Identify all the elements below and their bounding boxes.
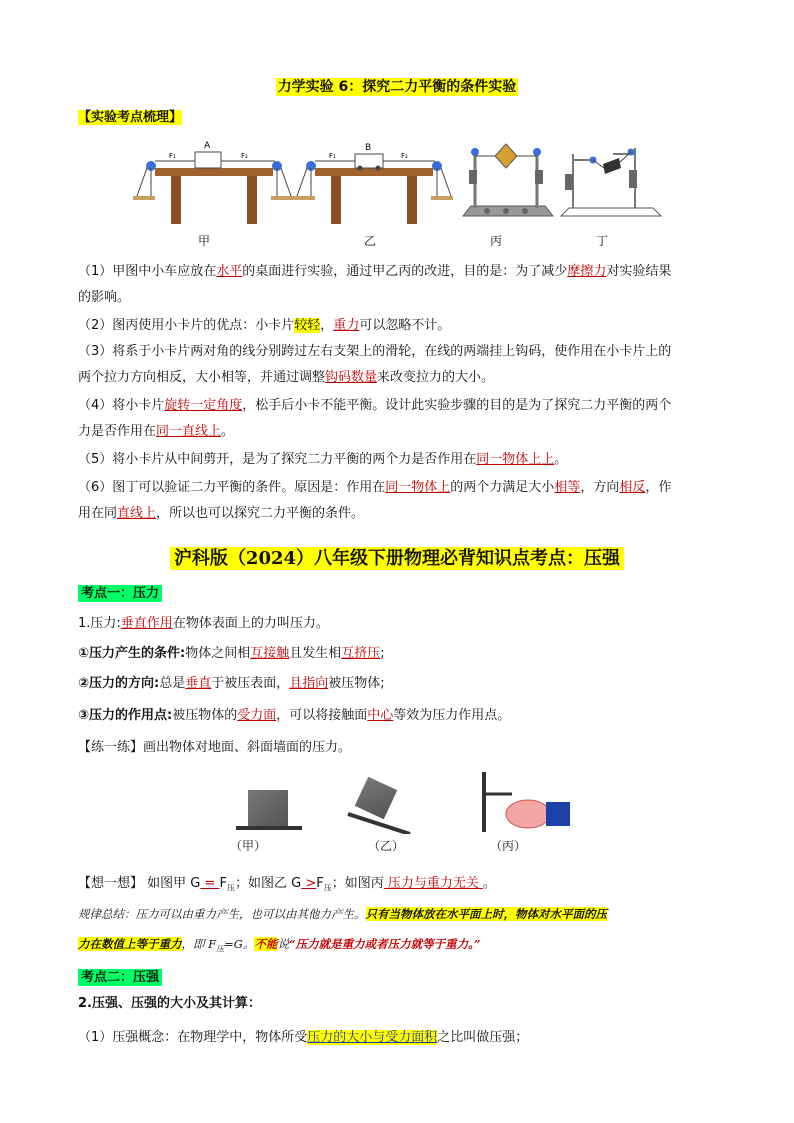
item-1-cont: 的影响。	[78, 290, 131, 305]
practice-prompt: 【练一练】画出物体对地面、斜面墙面的压力。	[78, 740, 352, 755]
figure-label-bing: 丙	[490, 234, 503, 248]
item-6: （6）图丁可以验证二力平衡的条件。原因是：作用在同一物体上的两个力满足大小相等，方向相反，作	[78, 480, 672, 495]
rule-summary-2: 力在数值上等于重力，即 $F_压=G$。不能说“压力就是重力或者压力就等于重力。”	[78, 937, 481, 954]
figure-label-yi: 乙	[364, 234, 377, 248]
think-line: 【想一想】 如图甲 $G = F_压$；如图乙 $G >F_压$；如图丙 压力与重力无关 。	[78, 876, 497, 893]
figure-jia	[133, 141, 293, 224]
figure-bing	[463, 144, 553, 216]
item-3-cont: 两个拉力方向相反，大小相等，并通过调整钩码数量来改变拉力的大小。	[78, 370, 495, 385]
section-heading: 【实验考点梳理】	[78, 110, 183, 125]
item-5: （5）将小卡片从中间剪开，是为了探究二力平衡的两个力是否作用在同一物体上上。	[78, 452, 568, 467]
figure-block-ground	[236, 790, 302, 830]
label-f1-yi: F₁	[329, 152, 336, 160]
chapter-title: 沪科版（2024）八年级下册物理必背知识点考点：压强	[0, 544, 794, 570]
label-f1-jia: F₁	[169, 152, 176, 160]
figure-ding	[561, 148, 661, 216]
experiment-title: 力学实验 6：探究二力平衡的条件实验	[277, 79, 517, 95]
pressure-strength-heading: 2.压强、压强的大小及其计算：	[78, 996, 261, 1011]
label-f2-jia: F₂	[241, 152, 248, 160]
item-2: （2）图丙使用小卡片的优点：小卡片较轻，重力可以忽略不计。	[78, 318, 451, 333]
experiment-figures	[125, 134, 670, 244]
label-a: A	[204, 141, 211, 151]
item-6-cont: 用在同直线上，所以也可以探究二力平衡的条件。	[78, 506, 365, 521]
kaodian-2-heading: 考点二：压强	[78, 966, 162, 985]
practice-label-yi: （乙）	[368, 839, 405, 853]
practice-label-jia: （甲）	[230, 839, 267, 853]
figure-yi	[293, 143, 453, 224]
pressure-definition: 1.压力:垂直作用在物体表面上的力叫压力。	[78, 616, 329, 631]
item-1: （1）甲图中小车应放在水平的桌面进行实验，通过甲乙丙的改进，目的是：为了减少摩擦力对实验结果	[78, 264, 672, 279]
item-3: （3）将系于小卡片两对角的线分别跨过左右支架上的滑轮，在线的两端挂上钩码，使作用在小卡片上的	[78, 344, 672, 359]
label-f2-yi: F₂	[401, 152, 408, 160]
pressure-direction: ②压力的方向:总是垂直于被压表面，且指向被压物体;	[78, 676, 385, 691]
figure-hand-wall	[482, 772, 570, 832]
pressure-point: ③压力的作用点:被压物体的受力面，可以将接触面中心等效为压力作用点。	[78, 708, 511, 723]
rule-summary-1: 规律总结：压力可以由重力产生，也可以由其他力产生。只有当物体放在水平面上时，物体对水平面的压	[78, 907, 607, 921]
item-4: （4）将小卡片旋转一定角度，松手后小卡不能平衡。设计此实验步骤的目的是为了探究二力平衡的两个	[78, 398, 672, 413]
kaodian-1-heading: 考点一：压力	[78, 582, 162, 601]
practice-label-bing: （丙）	[490, 839, 527, 853]
practice-figures	[230, 772, 580, 834]
label-b: B	[365, 143, 372, 153]
figure-label-jia: 甲	[198, 234, 211, 248]
figure-label-ding: 丁	[596, 234, 609, 248]
figure-block-incline	[348, 777, 410, 834]
item-4-cont: 力是否作用在同一直线上。	[78, 424, 235, 439]
pressure-condition: ①压力产生的条件:物体之间相互接触且发生相互挤压;	[78, 646, 385, 661]
pressure-strength-definition: （1）压强概念：在物理学中，物体所受压力的大小与受力面积之比叫做压强；	[78, 1030, 529, 1045]
